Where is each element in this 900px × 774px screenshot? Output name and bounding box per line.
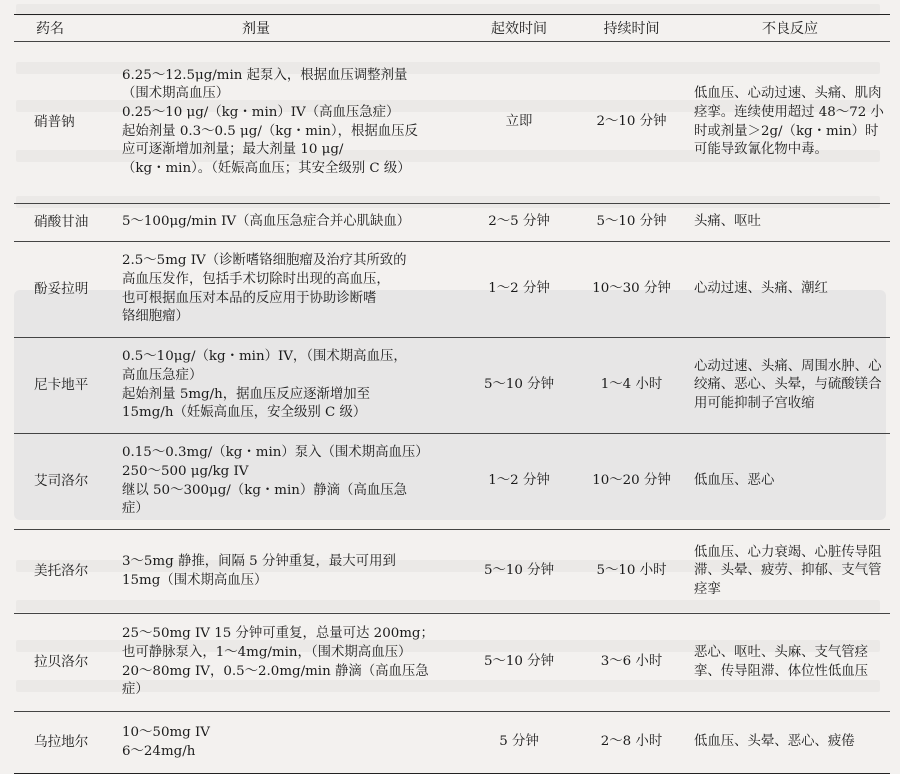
dose-line: 高血压发作，包括手术切除时出现的高血压， [122, 271, 390, 287]
duration-time: 10～30 分钟 [592, 281, 671, 297]
duration-time: 5～10 分钟 [596, 214, 667, 230]
onset-time: 立即 [505, 114, 533, 130]
dose-line: 症） [122, 501, 149, 517]
adverse-reactions: 恶心、呕吐、头麻、支气管痉挛、传导阻滞、体位性低血压 [694, 644, 869, 679]
drug-name: 乌拉地尔 [34, 734, 89, 751]
dose-line: （围术期高血压） [122, 86, 230, 102]
table-row [14, 338, 890, 434]
table-row [14, 614, 890, 712]
dose-line: 10～50mg IV [122, 724, 210, 740]
dose-line: 5～100μg/min IV（高血压急症合并心肌缺血） [122, 214, 411, 230]
drug-name: 拉贝洛尔 [34, 654, 89, 671]
drug-name: 美托洛尔 [34, 563, 89, 580]
duration-time: 5～10 小时 [596, 563, 667, 579]
dose-line: 0.15～0.3mg/（kg・min）泵入（围术期高血压） [122, 445, 429, 461]
dose-line: 3～5mg 静推，间隔 5 分钟重复，最大可用到 [122, 553, 396, 569]
dose-line: 起始剂量 0.3～0.5 μg/（kg・min），根据血压反 [122, 123, 418, 139]
dose-line: 6～24mg/h [122, 743, 196, 759]
adverse-reactions: 头痛、呕吐 [694, 214, 761, 230]
drug-name: 尼卡地平 [34, 377, 89, 394]
onset-time: 5～10 分钟 [484, 377, 554, 393]
dose-cell [120, 42, 465, 204]
adverse-reactions: 心动过速、头痛、周围水肿、心绞痛、恶心、头晕，与硫酸镁合用可能抑制子宫收缩 [694, 358, 882, 411]
dose-line: 0.5～10μg/（kg・min）IV，（围术期高血压， [122, 349, 407, 365]
onset-time: 5 分钟 [499, 734, 539, 750]
dose-line: 15mg（围术期高血压） [122, 572, 268, 588]
dose-line: 应可逐渐增加剂量；最大剂量 10 μg/ [122, 142, 344, 158]
table-body [14, 42, 890, 774]
onset-time: 1～2 分钟 [488, 473, 550, 489]
adverse-reactions: 低血压、心力衰竭、心脏传导阻滞、头晕、疲劳、抑郁、支气管痉挛 [694, 544, 882, 597]
table-row [14, 42, 890, 204]
dose-line: 15mg/h（妊娠高血压，安全级别 C 级） [122, 405, 367, 421]
dose-line: 250～500 μg/kg IV [122, 463, 249, 479]
table-row [14, 242, 890, 338]
duration-time: 10～20 分钟 [592, 473, 671, 489]
adverse-reactions: 心动过速、头痛、潮红 [694, 281, 828, 297]
header-drug-name: 药名 [14, 15, 120, 42]
header-adverse: 不良反应 [690, 15, 890, 42]
dose-cell [120, 242, 465, 338]
header-duration: 持续时间 [573, 15, 690, 42]
dose-line: 也可静脉泵入，1～4mg/min，（围术期高血压） [122, 644, 412, 660]
dose-line: 高血压急症） [122, 367, 203, 383]
header-onset: 起效时间 [465, 15, 573, 42]
duration-time: 1～4 小时 [600, 377, 663, 393]
dose-cell [120, 434, 465, 530]
drug-name: 酚妥拉明 [34, 281, 89, 298]
table-row [14, 530, 890, 614]
duration-time: 2～8 小时 [600, 734, 663, 750]
dose-line: 25～50mg IV 15 分钟可重复，总量可达 200mg； [122, 626, 434, 642]
dose-line: 症） [122, 682, 149, 698]
dose-line: 起始剂量 5mg/h，据血压反应逐渐增加至 [122, 386, 371, 402]
table-row [14, 204, 890, 242]
table-row [14, 712, 890, 774]
onset-time: 5～10 分钟 [484, 563, 554, 579]
duration-time: 2～10 分钟 [596, 114, 667, 130]
dose-cell [120, 204, 465, 242]
drug-name: 硝酸甘油 [34, 214, 89, 231]
onset-time: 5～10 分钟 [484, 654, 554, 670]
dose-line: 铬细胞瘤） [122, 309, 189, 325]
dose-line: 0.25～10 μg/（kg・min）IV（高血压急症） [122, 104, 400, 120]
adverse-reactions: 低血压、心动过速、头痛、肌肉痉挛。连续使用超过 48～72 小时或剂量＞2g/（kg・min）时可能导致氰化物中毒。 [694, 86, 884, 158]
dose-cell [120, 530, 465, 614]
dose-line: 6.25～12.5μg/min 起泵入，根据血压调整剂量 [122, 67, 408, 83]
dose-cell [120, 338, 465, 434]
table-row [14, 434, 890, 530]
dose-cell [120, 712, 465, 774]
dose-cell [120, 614, 465, 712]
dose-line: 继以 50～300μg/（kg・min）静滴（高血压急 [122, 482, 408, 498]
table-header [14, 15, 890, 42]
duration-time: 3～6 小时 [600, 654, 663, 670]
drug-name: 艾司洛尔 [34, 473, 89, 490]
dose-line: 也可根据血压对本品的反应用于协助诊断嗜 [122, 290, 377, 306]
dose-line: （kg・min）。（妊娠高血压；其安全级别 C 级） [122, 160, 411, 176]
header-dose: 剂量 [120, 15, 465, 42]
drug-dosage-table [14, 14, 890, 774]
drug-name: 硝普钠 [34, 114, 75, 131]
adverse-reactions: 低血压、恶心 [694, 473, 775, 489]
dose-line: 2.5～5mg IV（诊断嗜铬细胞瘤及治疗其所致的 [122, 253, 407, 269]
adverse-reactions: 低血压、头晕、恶心、疲倦 [694, 734, 855, 750]
onset-time: 1～2 分钟 [488, 281, 550, 297]
dose-line: 20～80mg IV，0.5～2.0mg/min 静滴（高血压急 [122, 663, 429, 679]
onset-time: 2～5 分钟 [488, 214, 550, 230]
header-row [14, 15, 890, 42]
